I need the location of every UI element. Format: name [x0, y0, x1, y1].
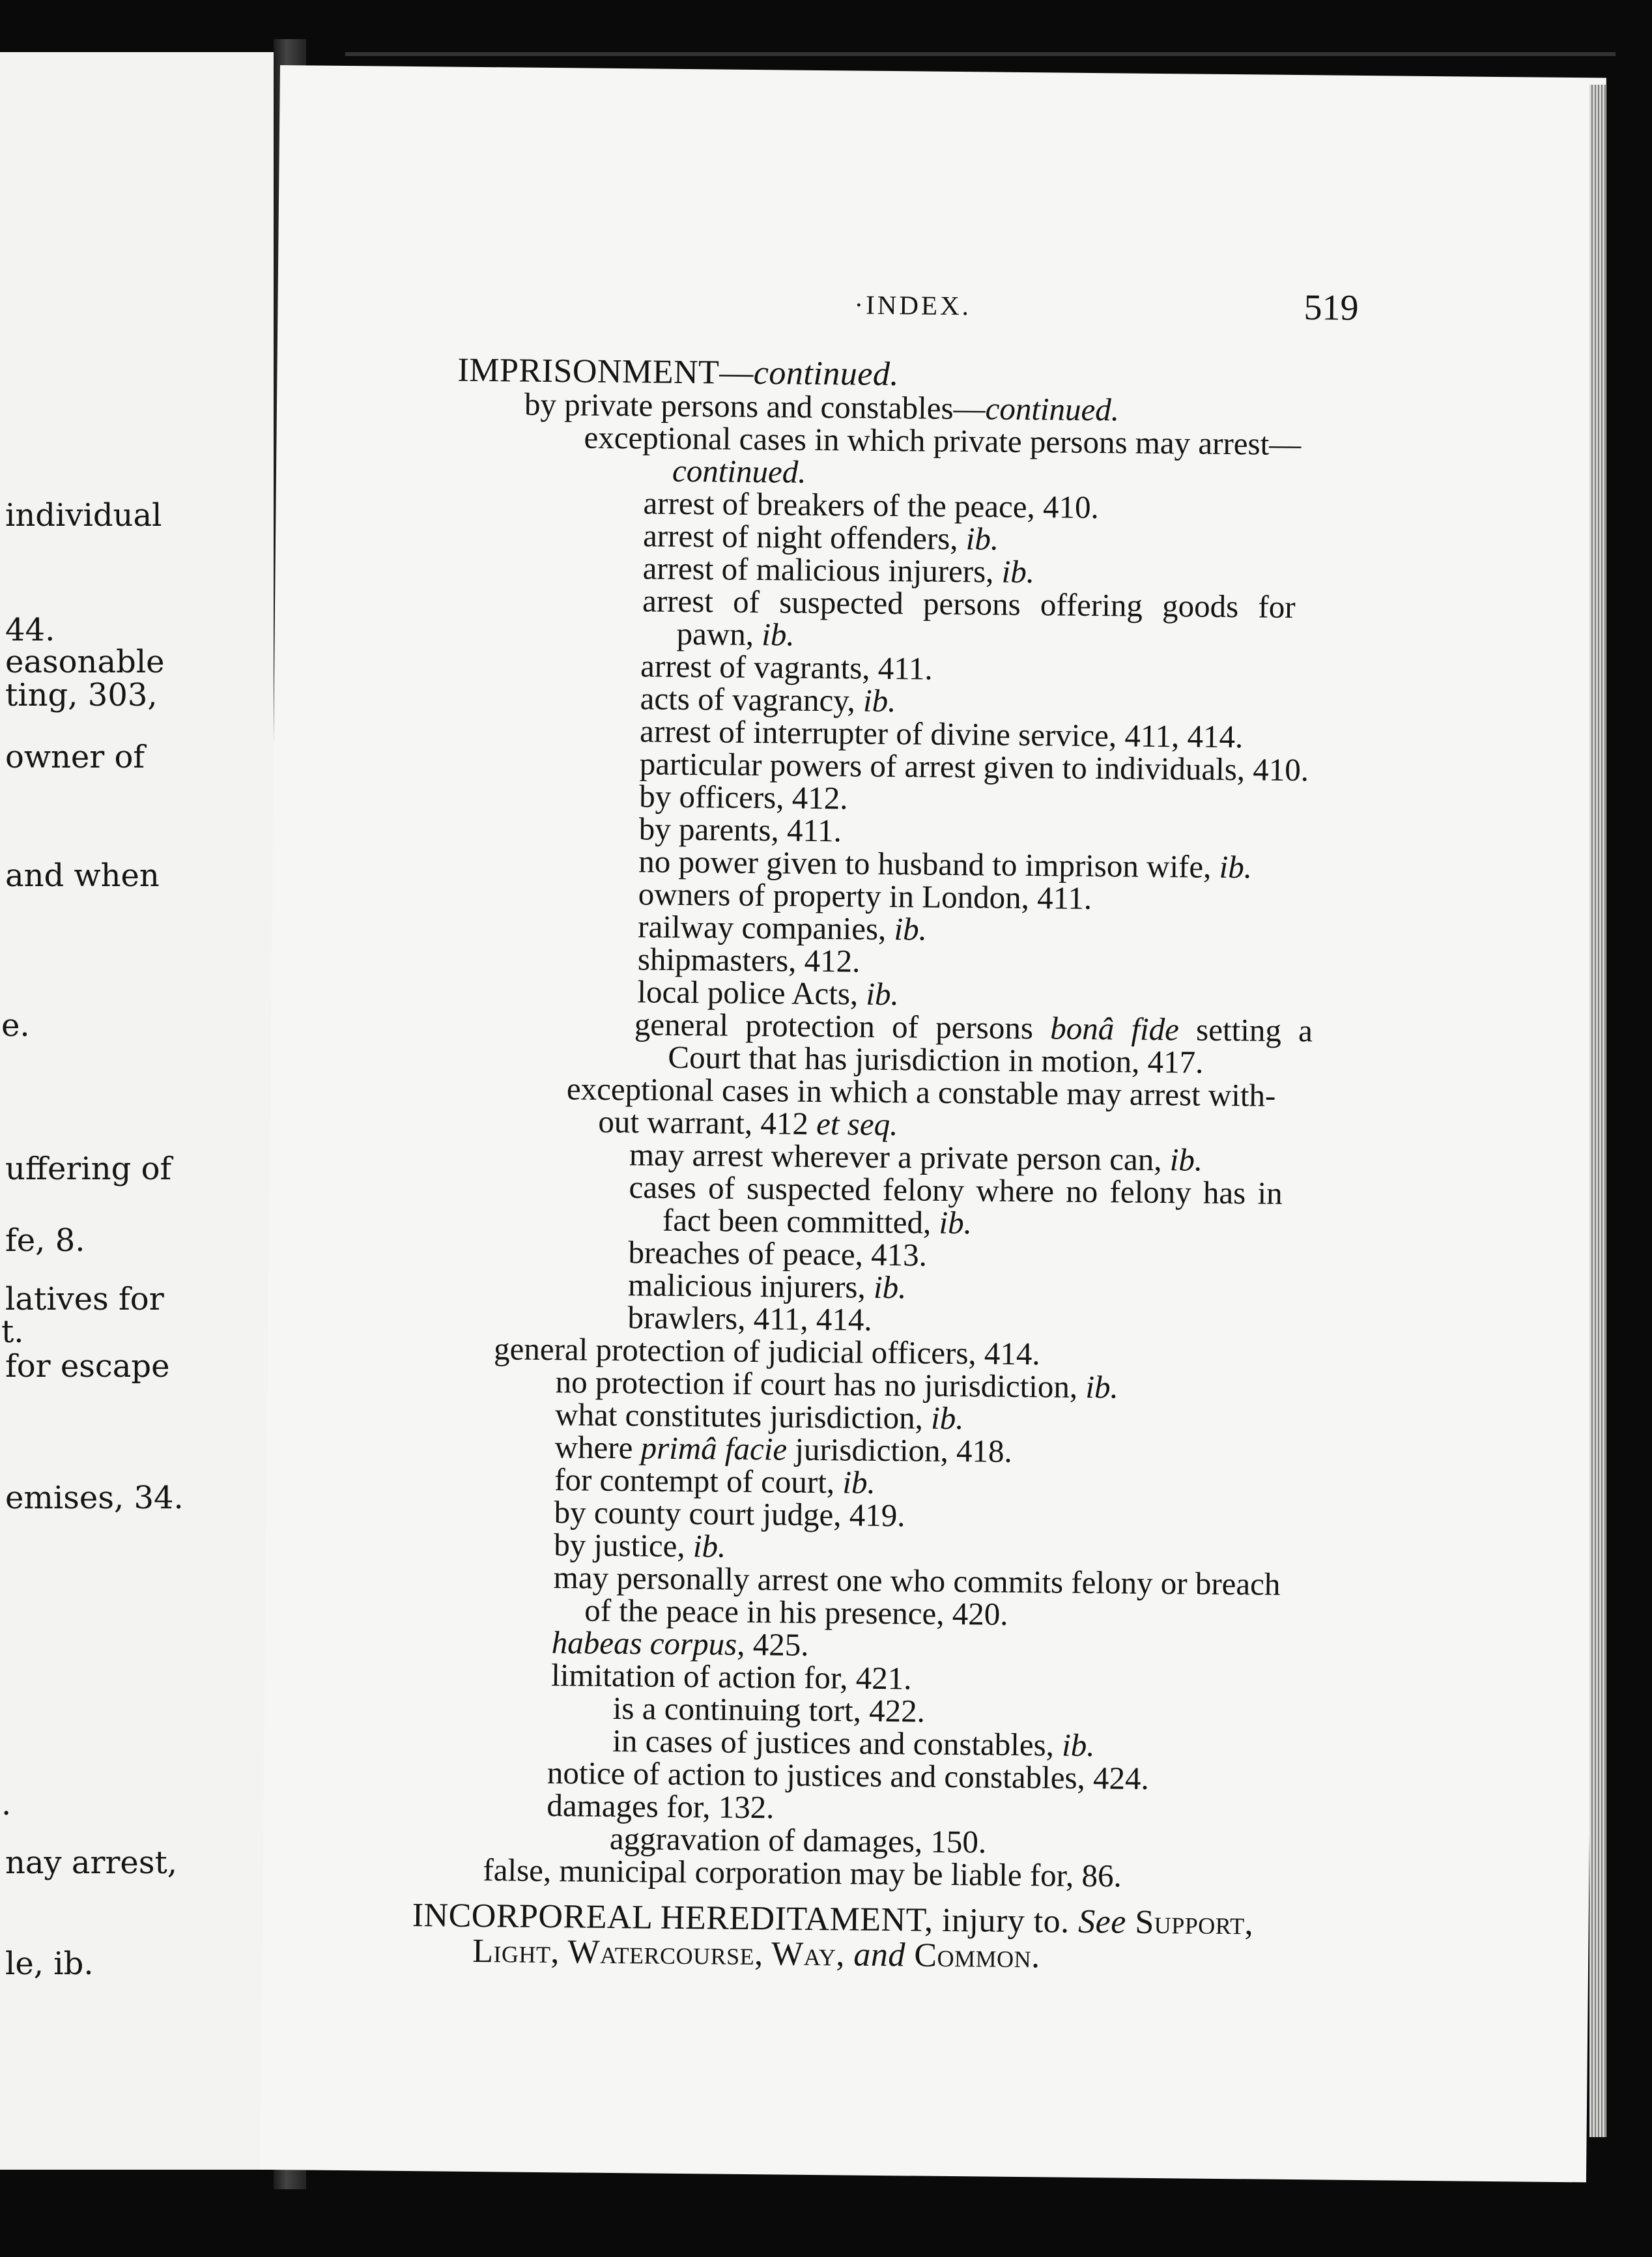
index-entry-continuation: of the peace in his presence, 420. [584, 1592, 1008, 1632]
index-entry: by county court judge, 419. [554, 1494, 905, 1534]
index-entry-continuation: out warrant, 412 et seq. [598, 1103, 898, 1143]
index-entry: false, municipal corporation may be liable for, 86. [483, 1852, 1122, 1894]
index-entry: what constitutes jurisdiction, ib. [554, 1396, 964, 1437]
index-entry: breaches of peace, 413. [628, 1234, 928, 1273]
index-entry: arrest of night offenders, ib. [642, 517, 999, 557]
index-entry: notice of action to justices and constables, 424. [547, 1755, 1150, 1796]
index-entry: exceptional cases in which a constable may arrest with- [566, 1071, 1276, 1114]
index-entry: malicious injurers, ib. [627, 1267, 907, 1306]
index-page [260, 65, 1606, 2182]
index-entry: by justice, ib. [553, 1527, 726, 1564]
index-entry-continuation: Court that has jurisdiction in motion, 417. [668, 1039, 1204, 1080]
index-entry: no protection if court has no jurisdiction, ib. [555, 1364, 1119, 1405]
index-entry: arrest of vagrants, 411. [640, 648, 933, 687]
page-edge-stack [1589, 85, 1606, 2137]
index-entry: owners of property in London, 411. [638, 876, 1092, 917]
running-head: ·INDEX. [854, 289, 972, 321]
index-entry-continuation: pawn, ib. [676, 615, 795, 653]
facing-fragment: . [1, 1786, 12, 1822]
index-entry: arrest of suspected persons offering goods for [642, 582, 1296, 625]
page-number: 519 [1303, 287, 1359, 328]
facing-fragment: t. [1, 1314, 24, 1350]
facing-fragment: easonable [5, 644, 165, 680]
facing-page [0, 52, 274, 2170]
index-entry: for contempt of court, ib. [554, 1461, 876, 1501]
index-entry: habeas corpus, 425. [551, 1624, 809, 1663]
index-entry: arrest of malicious injurers, ib. [642, 550, 1035, 590]
index-entry: is a continuing tort, 422. [612, 1690, 926, 1729]
index-entry: damages for, 132. [547, 1787, 775, 1826]
facing-fragment: and when [5, 857, 160, 894]
page-top-rule [345, 52, 1616, 56]
facing-fragment: nay arrest, [5, 1845, 177, 1881]
index-entry: aggravation of damages, 150. [609, 1820, 987, 1860]
facing-fragment: 44. [5, 612, 55, 648]
index-entry: by parents, 411. [638, 811, 842, 849]
index-entry: limitation of action for, 421. [551, 1657, 912, 1697]
index-entry-continuation: fact been committed, ib. [662, 1201, 973, 1241]
facing-fragment: owner of [5, 739, 145, 775]
index-entry: brawlers, 411, 414. [627, 1299, 872, 1338]
index-entry: general protection of persons bonâ fide setting a [634, 1006, 1313, 1049]
index-entry: in cases of justices and constables, ib. [612, 1723, 1095, 1764]
index-entry: general protection of judicial officers, 414. [493, 1330, 1040, 1372]
facing-fragment: ting, 303, [5, 677, 158, 713]
index-entry: cases of suspected felony where no felony has in [629, 1169, 1283, 1211]
index-entry-continuation: continued. [672, 452, 806, 490]
index-heading: IMPRISONMENT—continued. [457, 351, 900, 394]
index-entry: by officers, 412. [638, 778, 848, 816]
facing-fragment: le, ib. [5, 1946, 94, 1982]
facing-fragment: latives for [5, 1281, 164, 1317]
facing-fragment: for escape [5, 1348, 170, 1385]
index-entry: acts of vagrancy, ib. [640, 680, 896, 719]
facing-fragment: individual [5, 497, 162, 534]
index-entry: local police Acts, ib. [637, 973, 900, 1013]
index-entry: no power given to husband to imprison wife, ib. [638, 843, 1253, 885]
index-entry: arrest of interrupter of divine service, 411, 414. [639, 713, 1244, 755]
facing-fragment: uffering of [5, 1151, 172, 1187]
index-entry: shipmasters, 412. [637, 941, 861, 979]
facing-fragment: e. [1, 1007, 30, 1044]
index-entry: railway companies, ib. [638, 908, 928, 947]
index-entry: particular powers of arrest given to individuals, 410. [639, 745, 1309, 788]
facing-fragment: fe, 8. [5, 1222, 85, 1259]
index-heading: INCORPOREAL HEREDITAMENT, injury to. See Support, [412, 1897, 1254, 1942]
index-entry: may personally arrest one who commits felony or breach [553, 1559, 1281, 1602]
index-entry: arrest of breakers of the peace, 410. [643, 485, 1100, 526]
index-entry: may arrest wherever a private person can, ib. [629, 1136, 1203, 1178]
index-entry: exceptional cases in which private persons may arrest— [584, 419, 1302, 463]
index-entry: by private persons and constables—continued. [524, 386, 1120, 428]
index-entry: where primâ facie jurisdiction, 418. [554, 1429, 1013, 1469]
index-entry-continuation: Light, Watercourse, Way, and Common. [472, 1932, 1040, 1976]
facing-fragment: emises, 34. [5, 1480, 184, 1516]
